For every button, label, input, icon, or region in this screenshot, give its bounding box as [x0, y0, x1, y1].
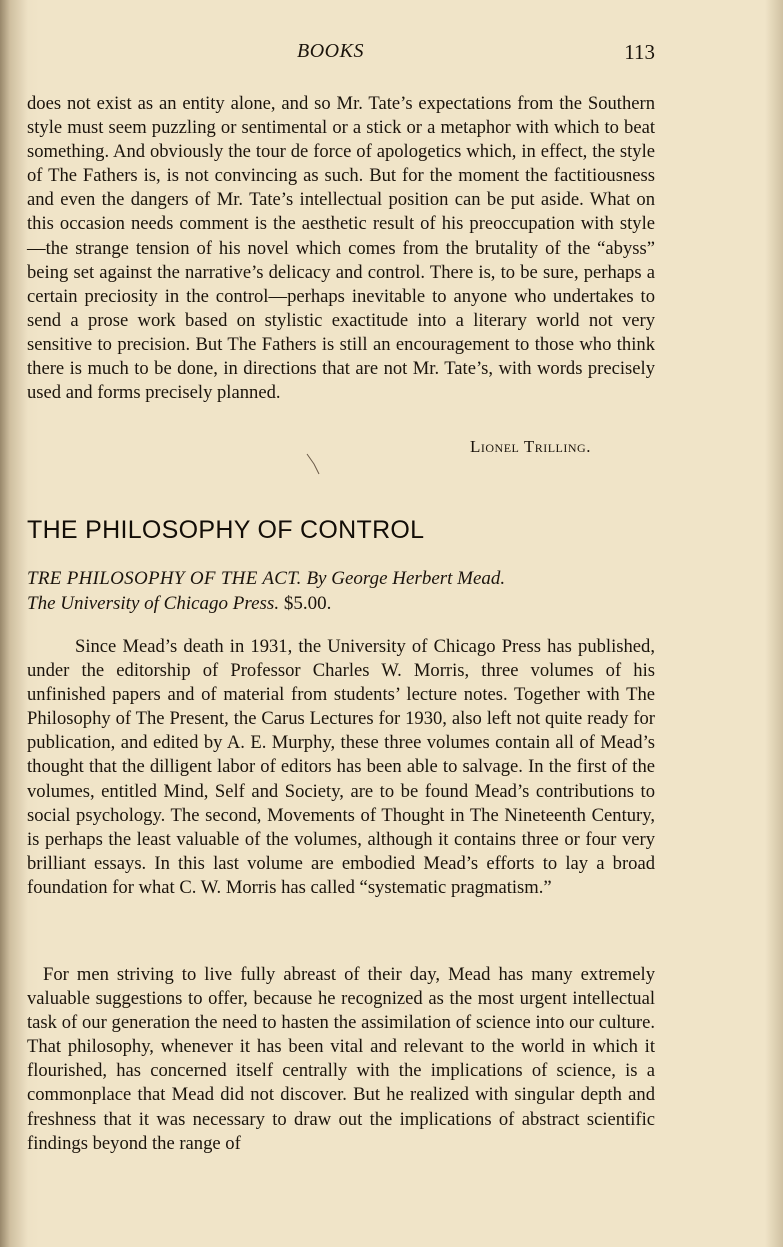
publisher: The University of Chicago Press.	[27, 593, 280, 614]
running-head	[27, 40, 655, 70]
page-number: 113	[624, 40, 655, 64]
running-head-title: BOOKS	[297, 40, 364, 62]
book-author: By George Herbert Mead.	[306, 568, 506, 589]
book-title: TRE PHILOSOPHY OF THE ACT.	[27, 568, 302, 589]
pencil-mark-icon	[305, 452, 321, 476]
previous-review-paragraph: does not exist as an entity alone, and so Mr. Tate’s expectations from the Southern style must seem puzzling or sentimental or a stick or a metaphor with which to beat something. And obviously the tour de force of apologetics which, in effect, the style of The Fathers is, is not convincing as such. But for the moment the factitiousness and even the dangers of Mr. Tate’s intellectual position can be put aside. What on this occasion needs comment is the aesthetic result of his preoccupation with style—the strange tension of his novel which comes from the brutality of the “abyss” being set against the narrative’s delicacy and control. There is, to be sure, perhaps a certain preciosity in the control—perhaps inevitable to anyone who undertakes to send a prose work based on stylistic exactitude into a literary world not very sensitive to precision. But The Fathers is still an encouragement to those who think there is much to be done, in directions that are not Mr. Tate’s, with words precisely used and forms precisely planned.	[27, 93, 655, 404]
review-heading: THE PHILOSOPHY OF CONTROL	[27, 516, 425, 544]
book-reference	[27, 566, 655, 616]
review-paragraph-1: Since Mead’s death in 1931, the University of Chicago Press has published, under the editorship of Professor Charles W. Morris, three volumes of his unfinished papers and of material from students’ lecture notes. Together with The Philosophy of The Present, the Carus Lectures for 1930, also left not quite ready for publication, and edited by A. E. Murphy, these three volumes contain all of Mead’s thought that the dilligent labor of editors has been able to salvage. In the first of the volumes, entitled Mind, Self and Society, are to be found Mead’s contributions to social psychology. The second, Movements of Thought in The Nineteenth Century, is perhaps the least valuable of the volumes, although it contains three or four very brilliant essays. In this last volume are embodied Mead’s efforts to lay a broad foundation for what C. W. Morris has called “systematic pragmatism.”	[27, 636, 655, 898]
review-paragraph-2: For men striving to live fully abreast of their day, Mead has many extremely valuable suggestions to offer, because he recognized as the most urgent intellectual task of our generation the need to hasten the assimilation of science into our culture. That philosophy, whenever it has been vital and relevant to the world in which it flourished, has concerned itself centrally with the implications of science, is a commonplace that Mead did not discover. But he realized with singular depth and freshness that it was necessary to draw out the implications of abstract scientific findings beyond the range of	[27, 964, 655, 1154]
price: $5.00.	[283, 593, 332, 614]
reviewer-signature: Lionel Trilling.	[470, 437, 591, 456]
